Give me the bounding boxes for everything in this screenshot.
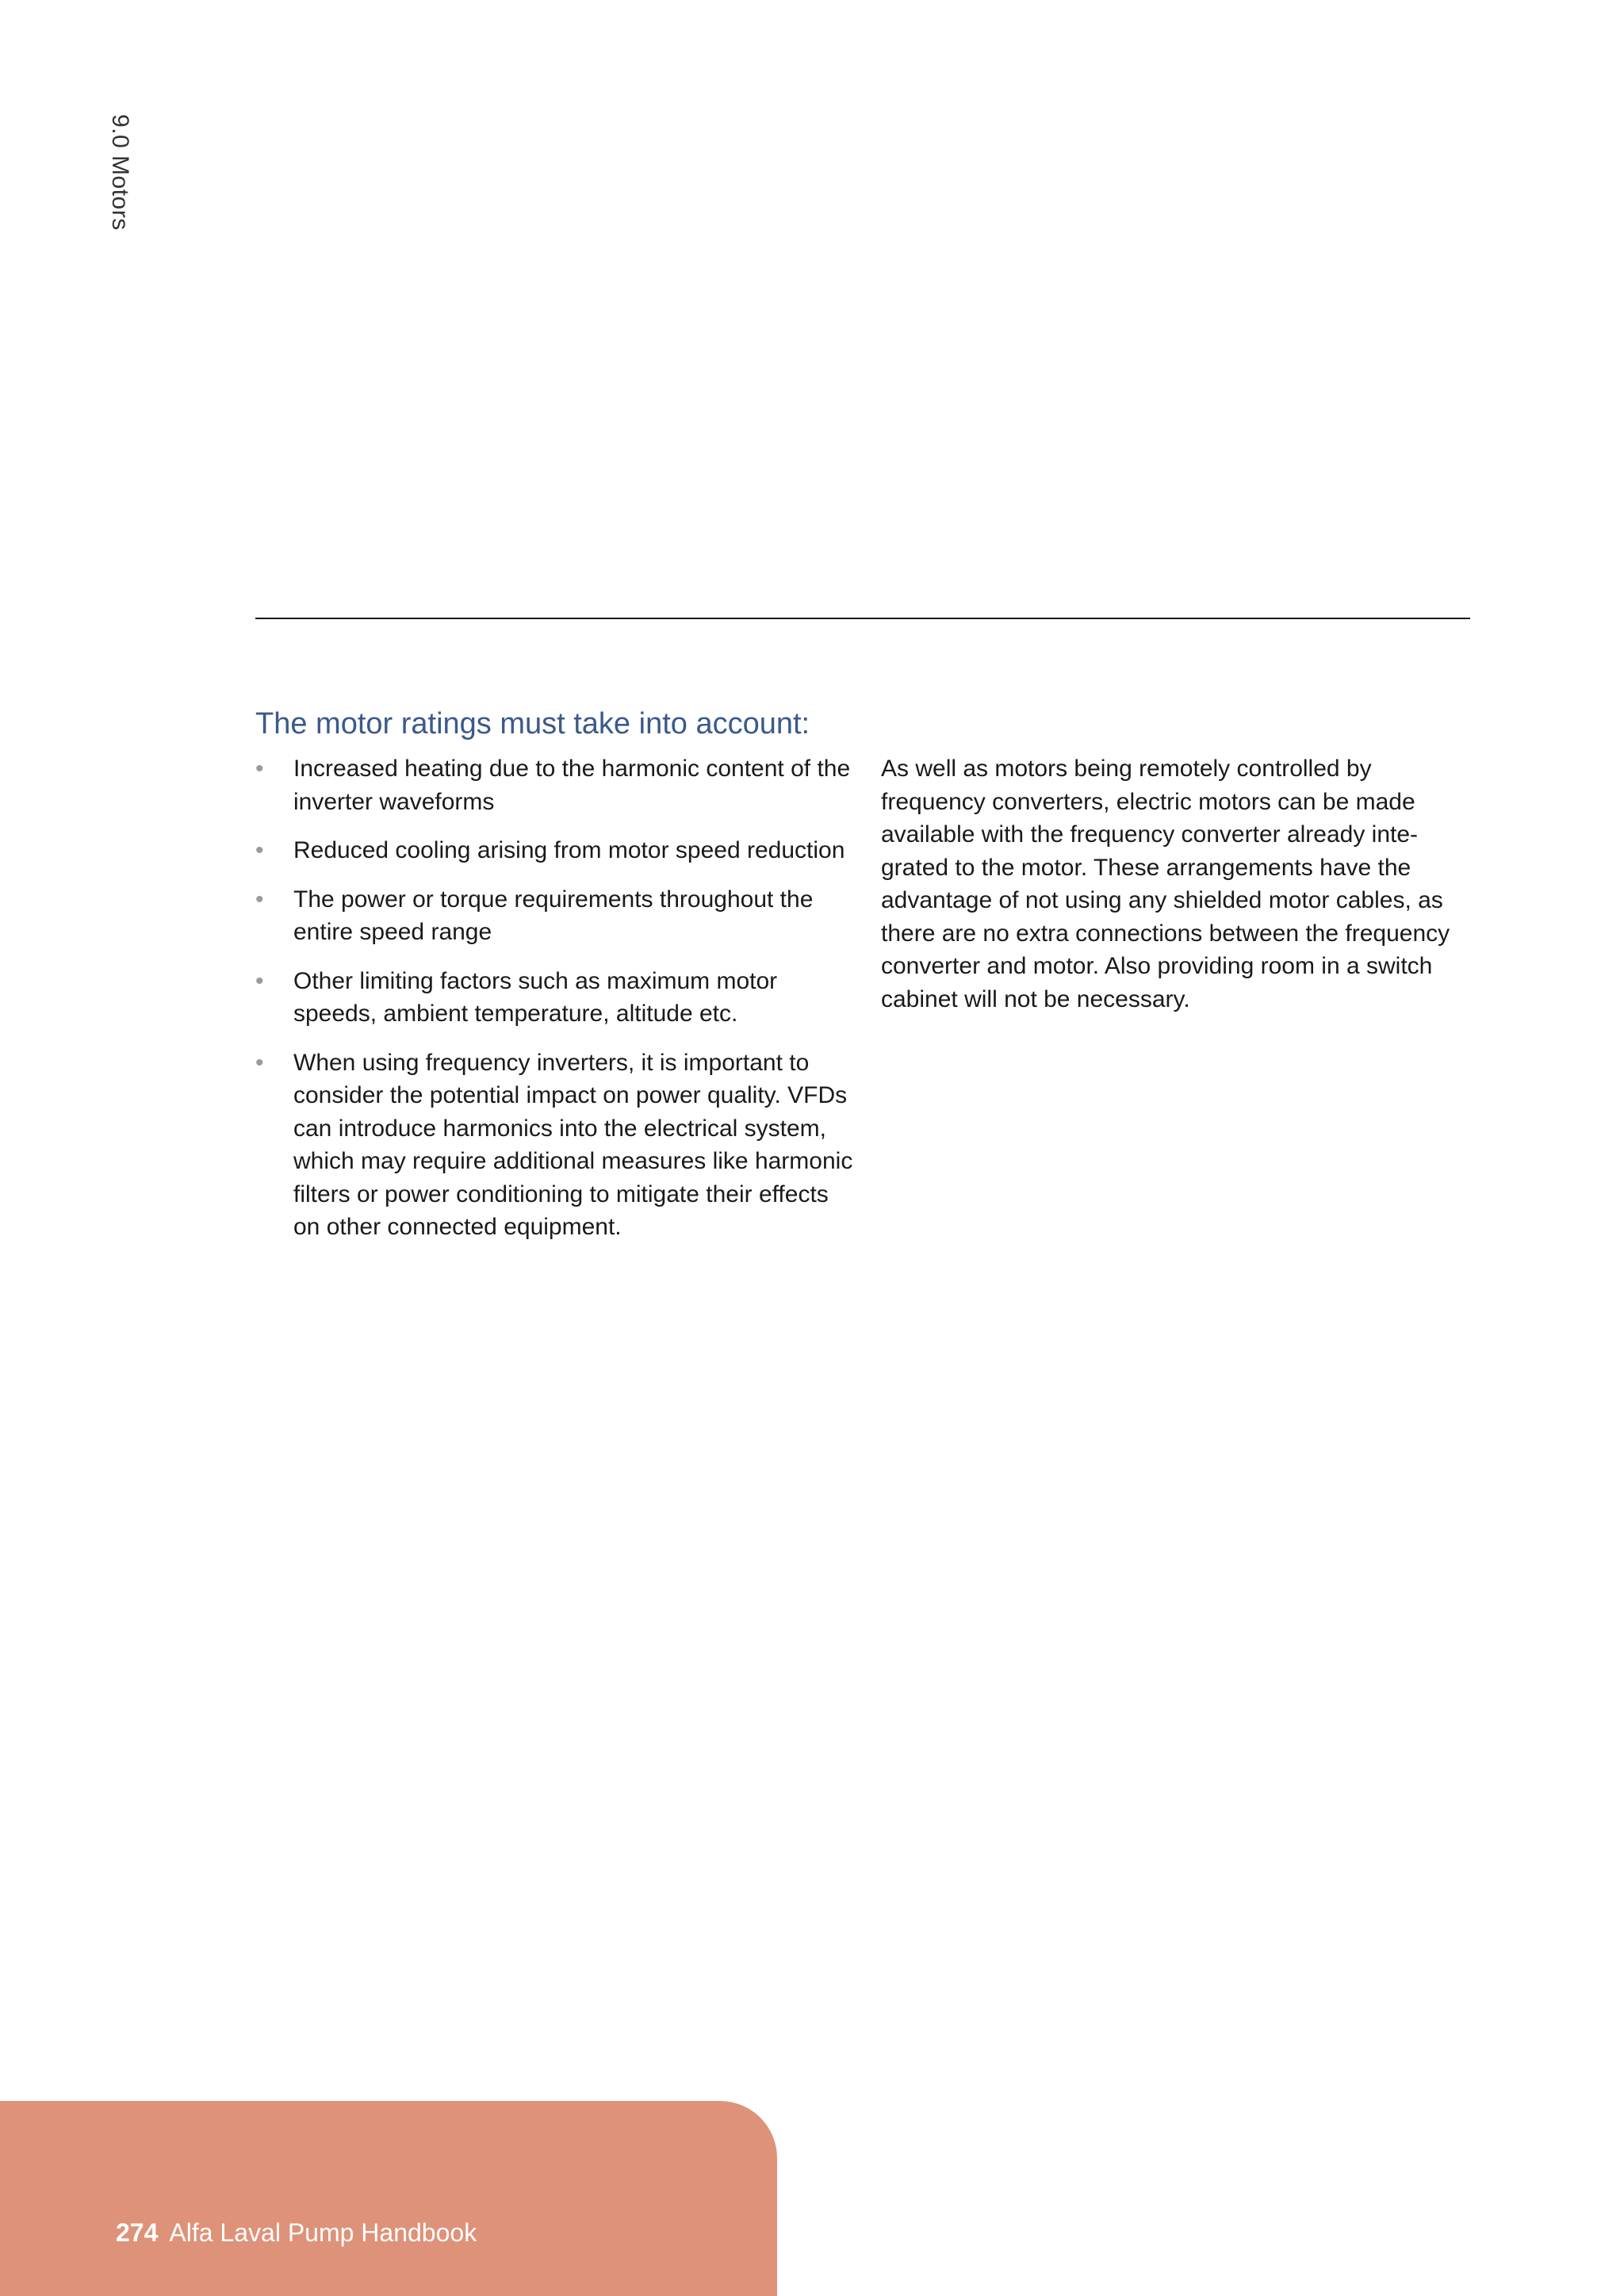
bullet-icon: •: [255, 756, 264, 782]
bullet-list: [255, 752, 858, 1260]
list-item: [255, 1047, 858, 1244]
bullet-icon: •: [255, 837, 264, 863]
list-item-text: When using frequency inverters, it is important to consider the potential impact on power quality. VFDs can introduce harmonics into the electrical system, which may require additional measures like harmonic filters or power conditioning to mitigate their effects on other connected equipment.: [293, 1049, 853, 1240]
list-item: [255, 834, 858, 867]
footer: [116, 2218, 477, 2248]
body-paragraph: As well as motors being remotely controlled by frequency converters, electric motors can be made available with the frequency converter already inte-grated to the motor. These arrangements have the advantage of not using any shielded motor cables, as there are no extra connections between the frequency converter and motor. Also providing room in a switch cabinet will not be necessary.: [881, 756, 1450, 1012]
page-number: 274: [116, 2218, 159, 2247]
bullet-icon: •: [255, 967, 264, 994]
horizontal-rule: [255, 618, 1470, 619]
list-item-text: Reduced cooling arising from motor speed reduction: [293, 837, 845, 863]
section-label: 9.0 Motors: [107, 114, 133, 231]
list-item: [255, 752, 858, 818]
bullet-icon: •: [255, 1049, 264, 1076]
footer-band: [0, 2101, 777, 2296]
list-item-text: Increased heating due to the harmonic content of the inverter waveforms: [293, 756, 851, 815]
list-item-text: The power or torque requirements throughout the entire speed range: [293, 886, 814, 945]
section-heading: The motor ratings must take into account:: [255, 707, 810, 740]
list-item-text: Other limiting factors such as maximum motor speeds, ambient temperature, altitude etc.: [293, 967, 778, 1027]
bullet-icon: •: [255, 886, 264, 913]
list-item: [255, 883, 858, 949]
footer-title: Alfa Laval Pump Handbook: [169, 2218, 477, 2247]
list-item: [255, 965, 858, 1031]
